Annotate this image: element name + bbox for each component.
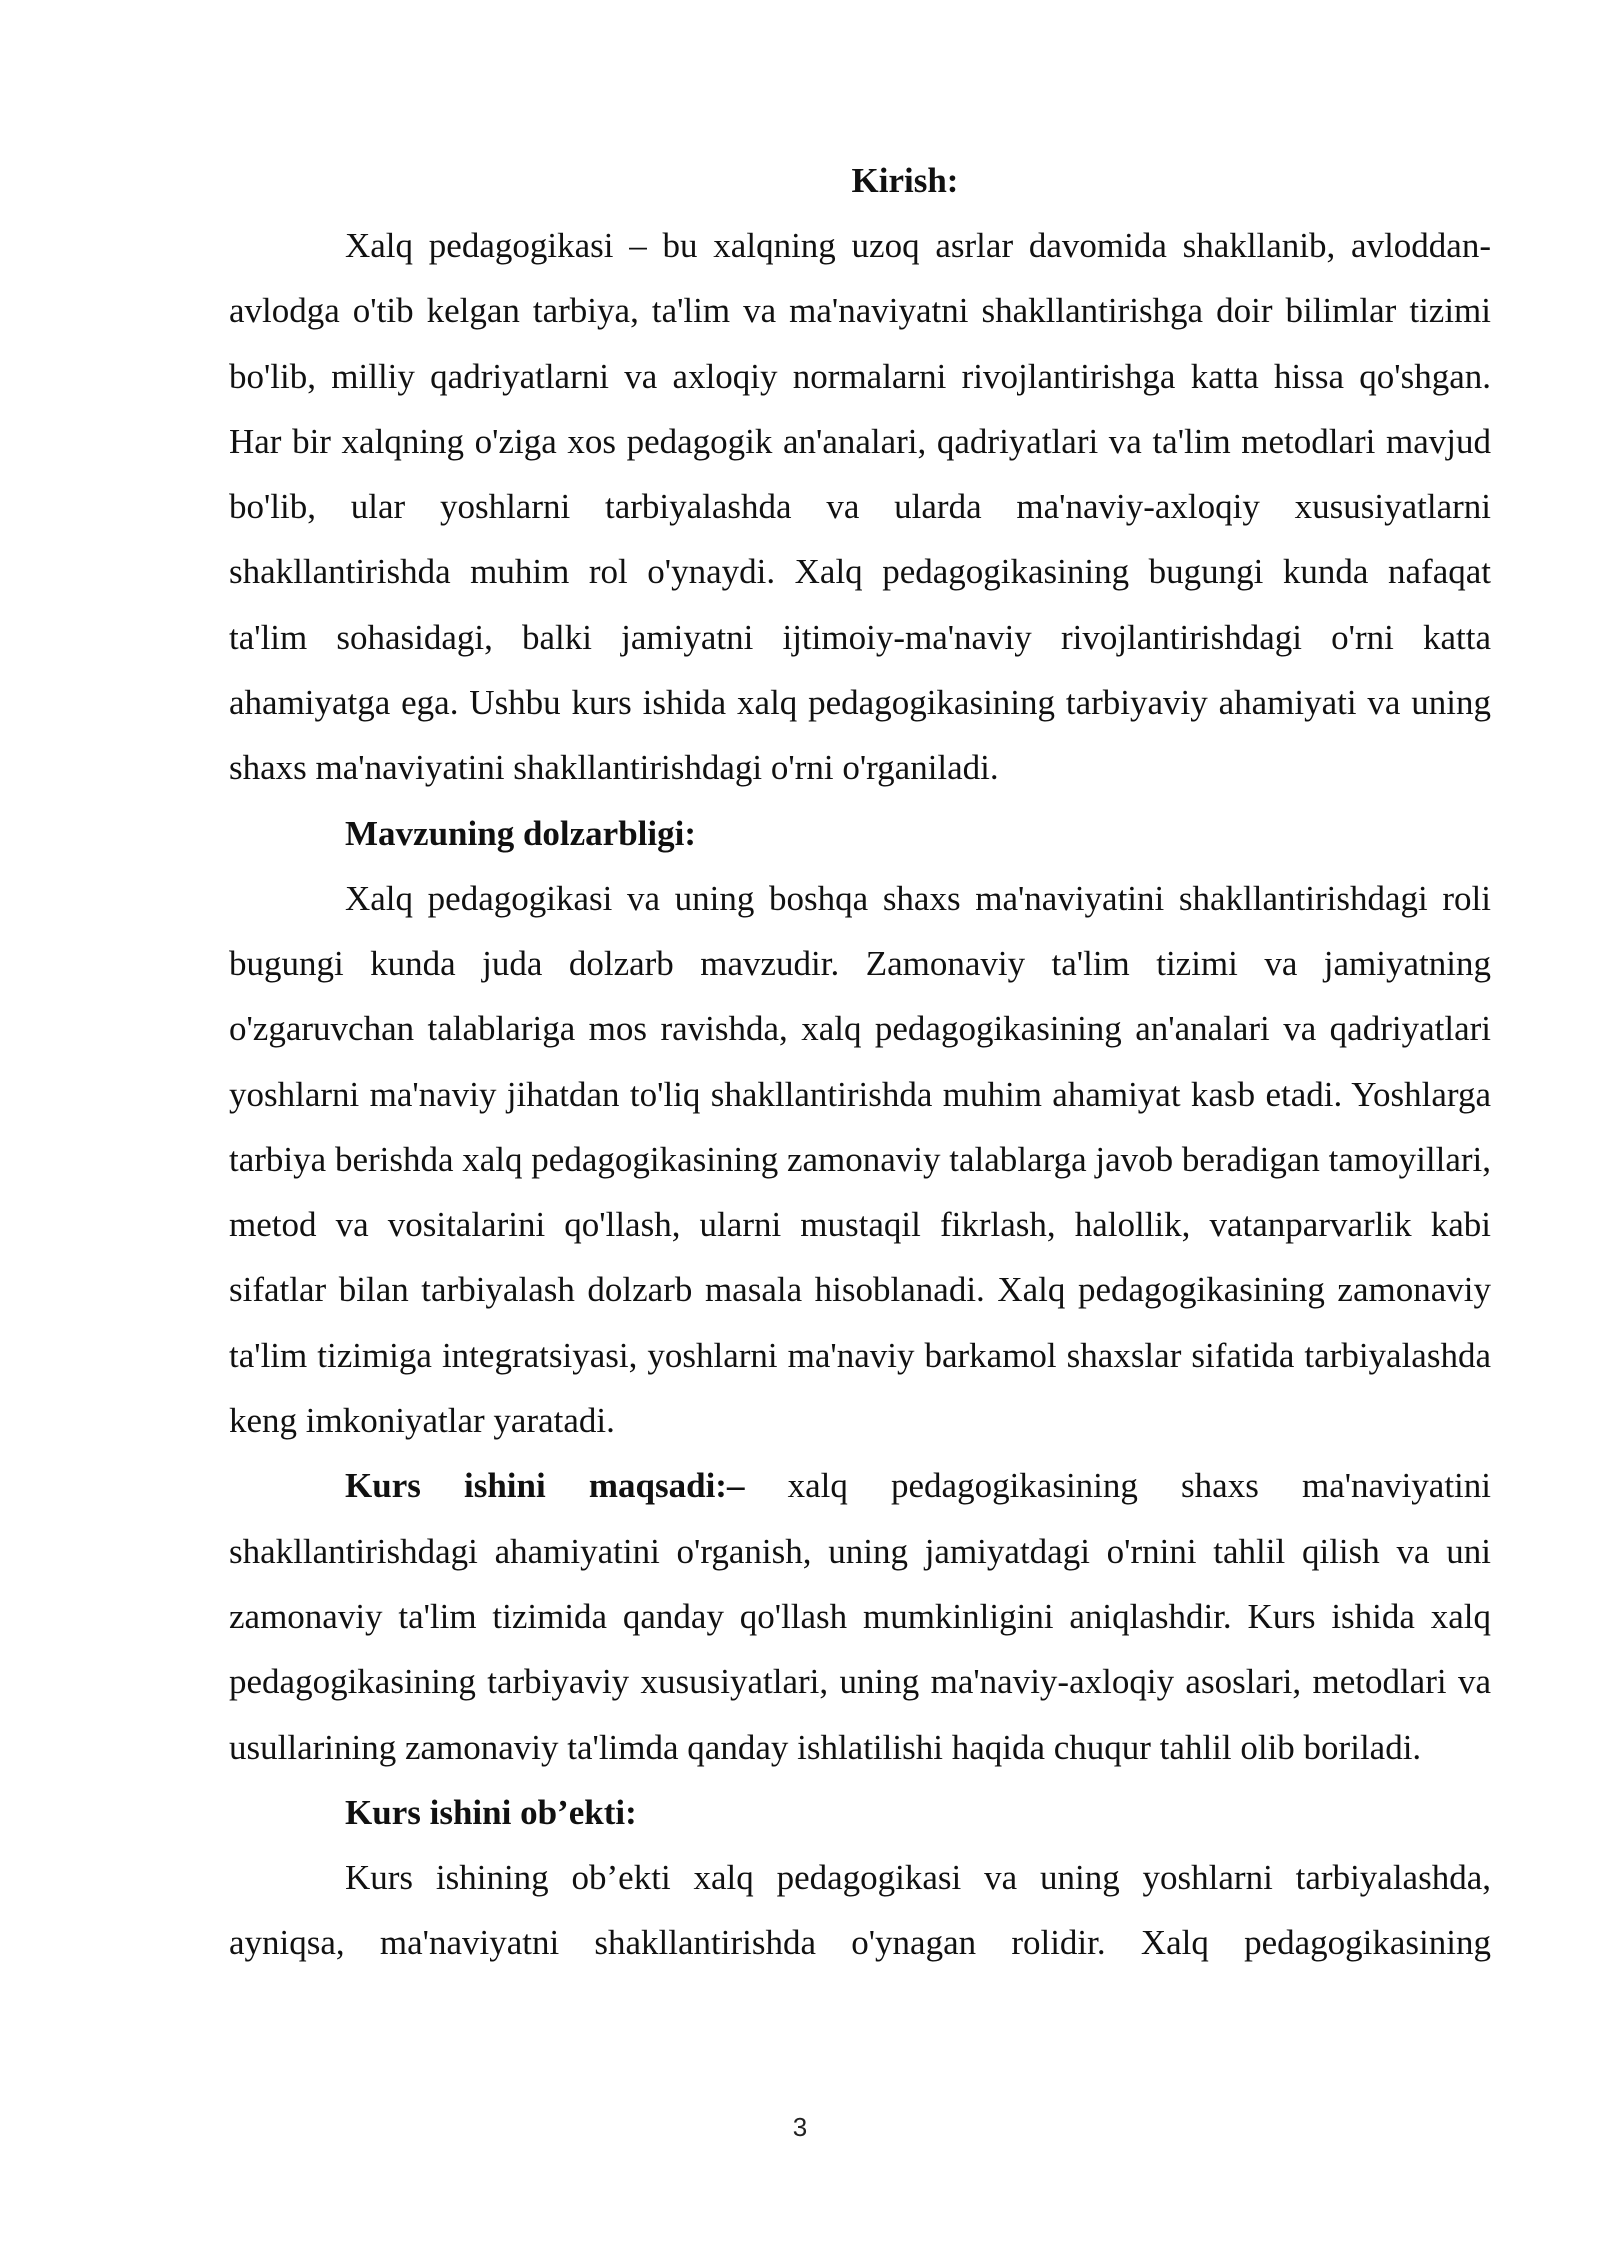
relevance-paragraph: Xalq pedagogikasi va uning boshqa shaxs ma'naviyatini shakllantirishdagi roli bugungi kunda juda dolzarb mavzudir. Zamonaviy ta'lim tizimi va jamiyatning o'zgaruvchan talablariga mos ravishda, xalq pedagogikasining an'analari va qadriyatlari yoshlarni ma'naviy jihatdan to'liq shakllantirishda muhim ahamiyat kasb etadi. Yoshlarga tarbiya berishda xalq pedagogikasining zamonaviy talablarga javob beradigan tamoyillari, metod va vositalarini qo'llash, ularni mustaqil fikrlash, halollik, vatanparvarlik kabi sifatlar bilan tarbiyalash dolzarb masala hisoblanadi. Xalq pedagogikasining zamonaviy ta'lim tizimiga integratsiyasi, yoshlarni ma'naviy barkamol shaxslar sifatida tarbiyalashda keng imkoniyatlar yaratadi.	[229, 878, 1491, 1441]
page-number: 3	[792, 2112, 808, 2142]
object-paragraph: Kurs ishining ob’ekti xalq pedagogikasi va uning yoshlarni tarbiyalashda, ayniqsa, ma'naviyatni shakllantirishda o'ynagan rolidir. Xalq pedagogikasining	[229, 1857, 1491, 1963]
goal-heading: Kurs ishini maqsadi:–	[345, 1466, 745, 1506]
goal-paragraph	[229, 1453, 1491, 1779]
goal-text: xalq pedagogikasining shaxs ma'naviyatini shakllantirishdagi ahamiyatini o'rganish, uning jamiyatdagi o'rnini tahlil qilish va uni zamonaviy ta'lim tizimida qanday qo'llash mumkinligini aniqlashdir. Kurs ishida xalq pedagogikasining tarbiyaviy xususiyatlari, uning ma'naviy-axloqiy asoslari, metodlari va usullarining zamonaviy ta'limda qanday ishlatilishi haqida chuqur tahlil olib boriladi.	[229, 1466, 1491, 1767]
intro-paragraph: Xalq pedagogikasi – bu xalqning uzoq asrlar davomida shakllanib, avloddan-avlodga o'tib kelgan tarbiya, ta'lim va ma'naviyatni shakllantirishga doir bilimlar tizimi bo'lib, milliy qadriyatlarni va axloqiy normalarni rivojlantirishga katta hissa qo'shgan. Har bir xalqning o'ziga xos pedagogik an'analari, qadriyatlari va ta'lim metodlari mavjud bo'lib, ular yoshlarni tarbiyalashda va ularda ma'naviy-axloqiy xususiyatlarni shakllantirishda muhim rol o'ynaydi. Xalq pedagogikasining bugungi kunda nafaqat ta'lim sohasidagi, balki jamiyatni ijtimoiy-ma'naviy rivojlantirishdagi o'rni katta ahamiyatga ega. Ushbu kurs ishida xalq pedagogikasining tarbiyaviy ahamiyati va uning shaxs ma'naviyatini shakllantirishdagi o'rni o'rganiladi.	[229, 226, 1491, 788]
intro-heading: Kirish:	[851, 161, 959, 200]
document-page	[229, 148, 1491, 1975]
object-heading: Kurs ishini ob’ekti:	[345, 1792, 637, 1832]
relevance-heading: Mavzuning dolzarbligi:	[345, 813, 696, 853]
